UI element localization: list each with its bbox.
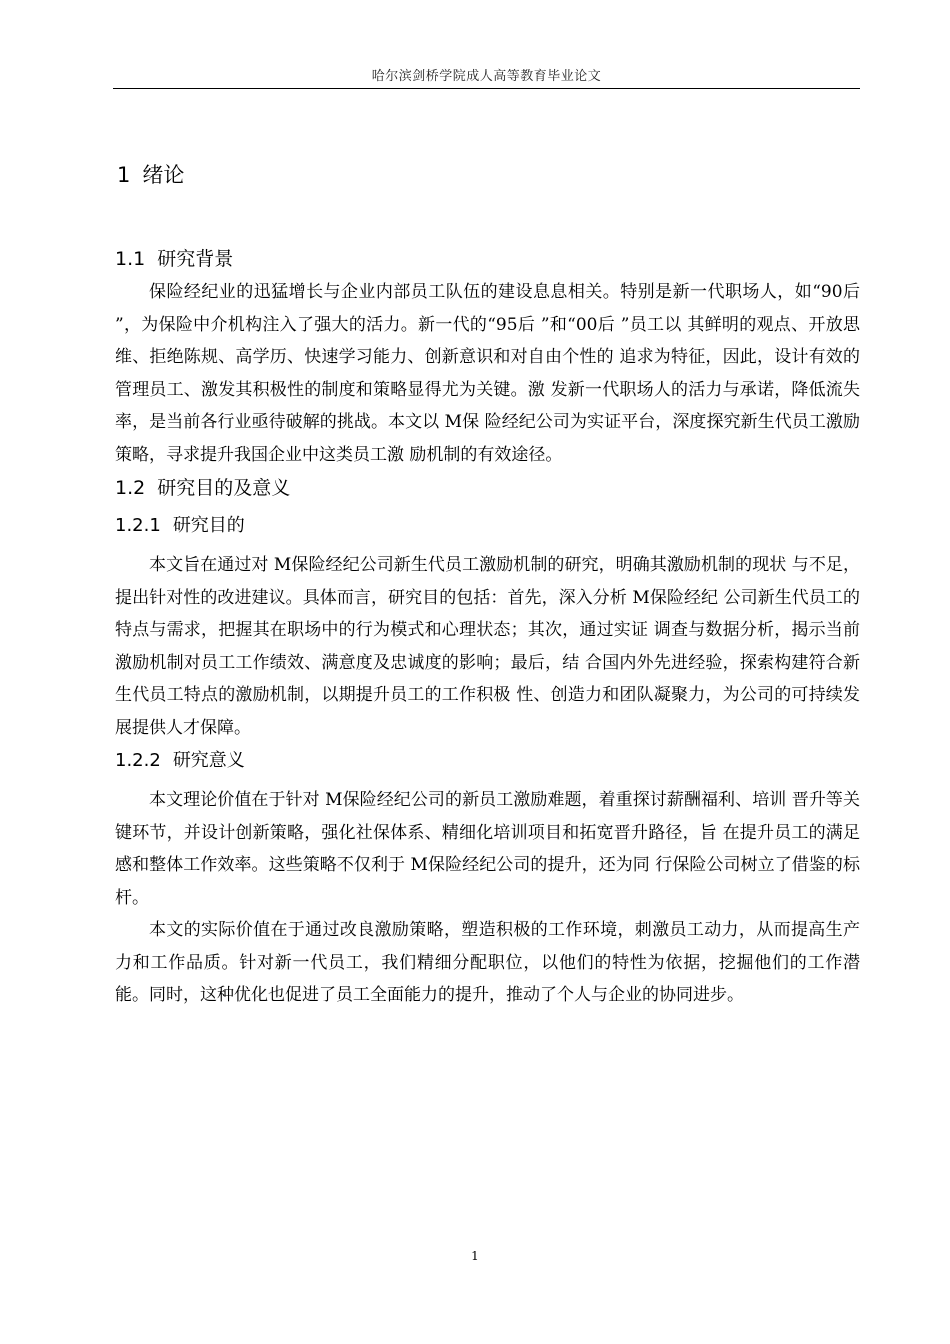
subsection-title: 研究目的 — [172, 515, 245, 536]
section-number: 1.1 — [115, 248, 146, 270]
document-body — [115, 160, 860, 1012]
chapter-title: 绪论 — [142, 163, 185, 187]
chapter-number: 1 — [117, 163, 131, 187]
subsection-title: 研究意义 — [172, 750, 245, 771]
page-number: 1 — [471, 1249, 479, 1263]
section-number: 1.2 — [115, 477, 146, 499]
chapter-heading — [117, 160, 860, 190]
subsection-heading-1-2-2 — [115, 744, 860, 778]
paragraph-research-purpose: 本文旨在通过对 M保险经纪公司新生代员工激励机制的研究，明确其激励机制的现状 与不足，提出针对性的改进建议。具体而言，研究目的包括：首先，深入分析 M保险经纪 公司新生代员工的特点与需求，把握其在职场中的行为模式和心理状态；其次，通过实证 调查与数据分析，揭示当前激励机制对员工工作绩效、满意度及忠诚度的影响；最后，结 合国内外先进经验，探索构建符合新生代员工特点的激励机制，以期提升员工的工作积极 性、创造力和团队凝聚力，为公司的可持续发展提供人才保障。 — [115, 555, 860, 738]
paragraph-theoretical-value: 本文理论价值在于针对 M保险经纪公司的新员工激励难题，着重探讨薪酬福利、培训 晋升等关键环节，并设计创新策略，强化社保体系、精细化培训项目和拓宽晋升路径，旨 在提升员工的满足感和整体工作效率。这些策略不仅利于 M保险经纪公司的提升，还为同 行保险公司树立了借鉴的标杆。 — [115, 790, 860, 908]
section-title: 研究目的及意义 — [157, 477, 291, 499]
section-title: 研究背景 — [157, 248, 234, 270]
subsection-number: 1.2.2 — [115, 750, 161, 771]
header-rule — [113, 88, 860, 89]
paragraph-background: 保险经纪业的迅猛增长与企业内部员工队伍的建设息息相关。特别是新一代职场人，如“90后 ”，为保险中介机构注入了强大的活力。新一代的“95后 ”和“00后 ”员工以 其鲜明的观点、开放思维、拒绝陈规、高学历、快速学习能力、创新意识和对自由个性的 追求为特征，因此，设计有效的管理员工、激发其积极性的制度和策略显得尤为关键。激 发新一代职场人的活力与承诺，降低流失率，是当前各行业亟待破解的挑战。本文以 M保 险经纪公司为实证平台，深度探究新生代员工激励策略，寻求提升我国企业中这类员工激 励机制的有效途径。 — [115, 282, 860, 465]
subsection-number: 1.2.1 — [115, 515, 161, 536]
section-heading-1-2 — [115, 471, 860, 505]
paragraph-practical-value: 本文的实际价值在于通过改良激励策略，塑造积极的工作环境，刺激员工动力，从而提高生产力和工作品质。针对新一代员工，我们精细分配职位，以他们的特性为依据，挖掘他们的工作潜能。同时，这种优化也促进了员工全面能力的提升，推动了个人与企业的协同进步。 — [115, 920, 860, 1005]
subsection-heading-1-2-1 — [115, 509, 860, 543]
running-header: 哈尔滨剑桥学院成人高等教育毕业论文 — [371, 69, 602, 84]
section-heading-1-1 — [115, 242, 860, 276]
